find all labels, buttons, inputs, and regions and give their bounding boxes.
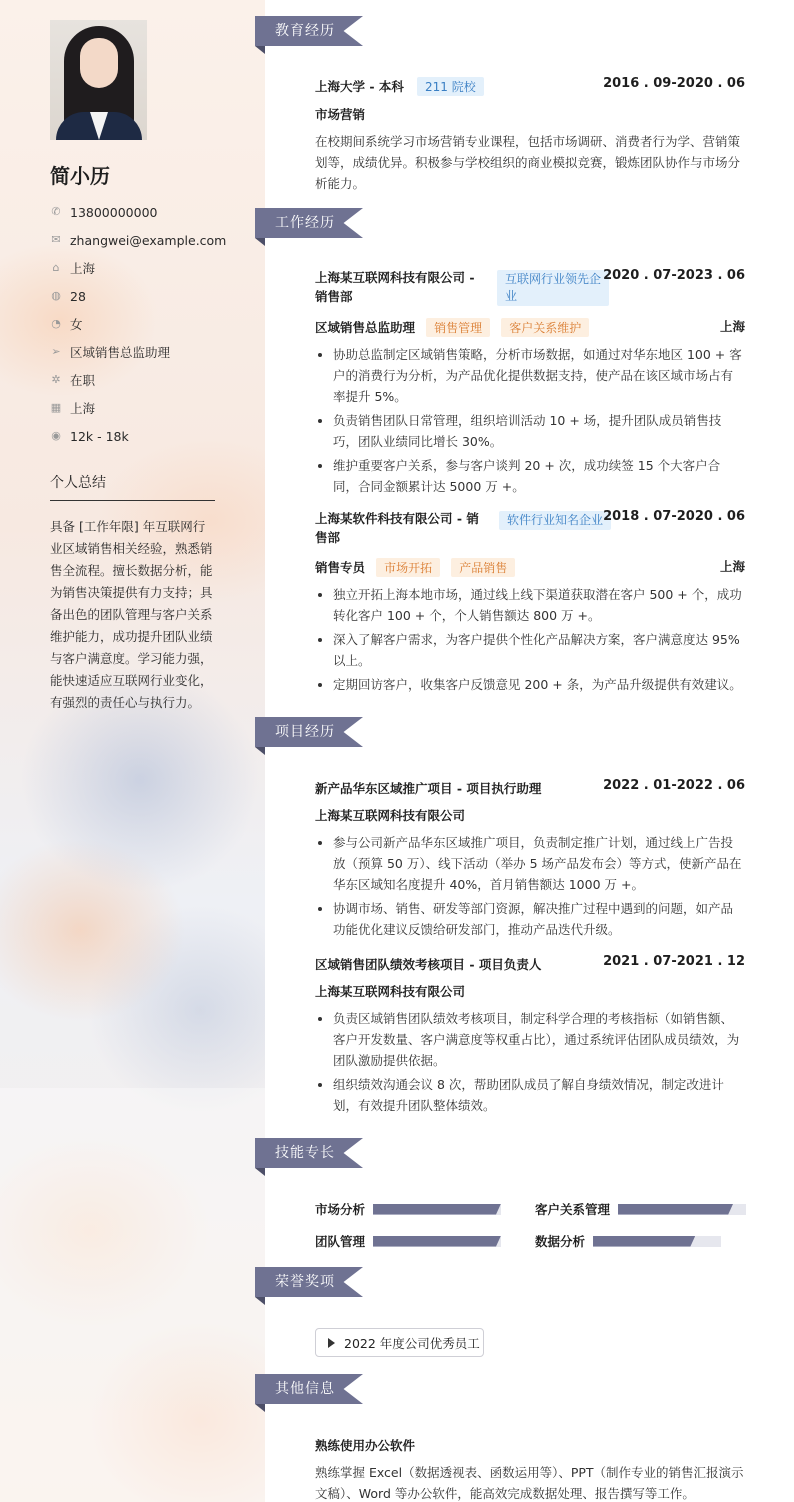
project-bullets-1	[315, 832, 745, 943]
skill-bar	[618, 1204, 746, 1215]
work-skill-tag: 客户关系维护	[501, 318, 589, 337]
age-icon: ◍	[51, 289, 61, 302]
work-role: 区域销售总监助理	[315, 320, 416, 335]
section-title: 技能专长	[275, 1145, 335, 1161]
profile-name: 简小历	[50, 164, 110, 188]
contact-item	[50, 422, 250, 450]
project-header-2	[315, 954, 745, 973]
contact-text: 12k - 18k	[70, 428, 129, 444]
section-header-work	[255, 208, 363, 238]
contact-text: 上海	[70, 401, 96, 416]
project-date: 2022 . 01-2022 . 06	[603, 778, 745, 793]
project-company: 上海某互联网科技有限公司	[315, 808, 466, 823]
contact-item	[50, 310, 250, 338]
skill-item	[535, 1232, 721, 1250]
project-title: 新产品华东区域推广项目 - 项目执行助理	[315, 781, 542, 796]
list-item: 负责区域销售团队绩效考核项目，制定科学合理的考核指标（如销售额、客户开发数量、客户满意度等权重占比），通过系统评估团队成员绩效，为团队激励提供依据。	[315, 1008, 745, 1071]
status-icon: ✲	[51, 373, 61, 386]
section-title: 工作经历	[275, 215, 335, 231]
section-header-education	[255, 16, 363, 46]
skill-item	[535, 1200, 746, 1218]
mail-icon: ✉	[51, 233, 61, 246]
list-item: 负责销售团队日常管理，组织培训活动 10 + 场，提升团队成员销售技巧，团队业绩同比增长 30%。	[315, 410, 745, 452]
work-bullets-2	[315, 584, 745, 698]
list-item: 组织绩效沟通会议 8 次，帮助团队成员了解自身绩效情况，制定改进计划，有效提升团队整体绩效。	[315, 1074, 745, 1116]
skill-item	[315, 1200, 501, 1218]
home-icon: ⌂	[52, 261, 60, 274]
work-company-tag: 互联网行业领先企业	[497, 270, 609, 306]
contact-text: 上海	[70, 261, 96, 276]
contact-text: 区域销售总监助理	[70, 345, 171, 360]
contact-item	[50, 394, 250, 422]
project-bullets-2	[315, 1008, 745, 1119]
skill-fill	[373, 1236, 501, 1247]
work-skill-tag: 销售管理	[426, 318, 490, 337]
contact-text: 13800000000	[70, 204, 158, 220]
other-title: 熟练使用办公软件	[315, 1438, 416, 1453]
section-title: 其他信息	[275, 1381, 335, 1397]
work-company-tag: 软件行业知名企业	[499, 511, 611, 530]
work-role: 销售专员	[315, 560, 366, 575]
contact-item	[50, 282, 250, 310]
school-name: 上海大学 - 本科	[315, 79, 404, 94]
avatar	[50, 20, 147, 140]
skill-name: 市场分析	[315, 1202, 366, 1217]
contact-text: 女	[70, 317, 83, 332]
work-date: 2020 . 07-2023 . 06	[603, 268, 745, 283]
school-tag: 211 院校	[417, 77, 484, 96]
skill-name: 数据分析	[535, 1234, 586, 1249]
contact-item	[50, 226, 250, 254]
contact-text: zhangwei@example.com	[70, 232, 227, 248]
work-role-row-2	[315, 557, 745, 577]
skill-bar	[373, 1204, 501, 1215]
work-company: 上海某软件科技有限公司 - 销售部	[315, 511, 479, 545]
contact-item	[50, 338, 250, 366]
award-item[interactable]	[315, 1328, 484, 1357]
award-label: 2022 年度公司优秀员工	[344, 1335, 480, 1351]
section-title: 荣誉奖项	[275, 1274, 335, 1290]
play-icon	[328, 1338, 335, 1348]
education-date: 2016 . 09-2020 . 06	[603, 76, 745, 91]
summary-text: 具备 [工作年限] 年互联网行业区域销售相关经验，熟悉销售全流程。擅长数据分析，能为销售决策提供有力支持；具备出色的团队管理与客户关系维护能力，成功提升团队业绩与客户满意度。学习能力强，能快速适应互联网行业变化，有强烈的责任心与执行力。	[50, 519, 213, 710]
other-desc: 熟练掌握 Excel（数据透视表、函数运用等）、PPT（制作专业的销售汇报演示文稿）、Word 等办公软件，能高效完成数据处理、报告撰写等工作。	[315, 1465, 744, 1501]
skill-name: 客户关系管理	[535, 1202, 611, 1217]
section-header-skills	[255, 1138, 363, 1168]
work-company: 上海某互联网科技有限公司 - 销售部	[315, 270, 475, 304]
skill-bar	[373, 1236, 501, 1247]
contact-item	[50, 198, 250, 226]
send-icon: ➢	[51, 345, 61, 358]
skill-fill	[373, 1204, 501, 1215]
skill-fill	[593, 1236, 695, 1247]
work-date: 2018 . 07-2020 . 06	[603, 509, 745, 524]
contact-text: 在职	[70, 373, 96, 388]
list-item: 协助总监制定区域销售策略，分析市场数据，如通过对华东地区 100 + 客户的消费行为分析，为产品优化提供数据支持，使产品在该区域市场占有率提升 5%。	[315, 344, 745, 407]
section-title: 项目经历	[275, 724, 335, 740]
main-content	[265, 0, 794, 1502]
list-item: 维护重要客户关系，参与客户谈判 20 + 次，成功续签 15 个大客户合同，合同金额累计达 5000 万 +。	[315, 455, 745, 497]
salary-icon: ◉	[51, 429, 61, 442]
work-header-1	[315, 268, 745, 308]
summary-title: 个人总结	[50, 472, 215, 501]
section-title: 教育经历	[275, 23, 335, 39]
work-location: 上海	[719, 559, 745, 574]
work-bullets-1	[315, 344, 745, 500]
work-role-row-1	[315, 317, 745, 337]
work-skill-tag: 市场开拓	[376, 558, 440, 577]
contact-item	[50, 366, 250, 394]
project-header-1	[315, 778, 745, 797]
sidebar	[0, 0, 265, 1502]
skill-name: 团队管理	[315, 1234, 366, 1249]
gender-icon: ◔	[51, 317, 61, 330]
list-item: 独立开拓上海本地市场，通过线上线下渠道获取潜在客户 500 + 个，成功转化客户 100 + 个，个人销售额达 800 万 +。	[315, 584, 745, 626]
work-skill-tag: 产品销售	[451, 558, 515, 577]
project-date: 2021 . 07-2021 . 12	[603, 954, 745, 969]
section-header-project	[255, 717, 363, 747]
section-header-other	[255, 1374, 363, 1404]
list-item: 深入了解客户需求，为客户提供个性化产品解决方案，客户满意度达 95%以上。	[315, 629, 745, 671]
skill-item	[315, 1232, 501, 1250]
sidebar-fade	[0, 1088, 265, 1502]
phone-icon: ✆	[51, 205, 61, 218]
section-header-awards	[255, 1267, 363, 1297]
contact-item	[50, 254, 250, 282]
list-item: 定期回访客户，收集客户反馈意见 200 + 条，为产品升级提供有效建议。	[315, 674, 745, 695]
skill-bar	[593, 1236, 721, 1247]
contact-info-list	[50, 198, 250, 450]
list-item: 参与公司新产品华东区域推广项目，负责制定推广计划，通过线上广告投放（预算 50 万）、线下活动（举办 5 场产品发布会）等方式，使新产品在华东区域知名度提升 40%，首月销售额达 1000 万 +。	[315, 832, 745, 895]
building-icon: ▦	[50, 401, 62, 414]
education-desc: 在校期间系统学习市场营销专业课程，包括市场调研、消费者行为学、营销策划等，成绩优异。积极参与学校组织的商业模拟竞赛，锻炼团队协作与市场分析能力。	[315, 134, 741, 191]
project-title: 区域销售团队绩效考核项目 - 项目负责人	[315, 957, 542, 972]
education-major: 市场营销	[315, 107, 366, 122]
work-location: 上海	[719, 319, 745, 334]
skill-fill	[618, 1204, 733, 1215]
contact-text: 28	[70, 288, 86, 304]
work-header-2	[315, 509, 745, 549]
project-company: 上海某互联网科技有限公司	[315, 984, 466, 999]
education-header	[315, 76, 745, 96]
list-item: 协调市场、销售、研发等部门资源，解决推广过程中遇到的问题，如产品功能优化建议反馈给研发部门，推动产品迭代升级。	[315, 898, 745, 940]
